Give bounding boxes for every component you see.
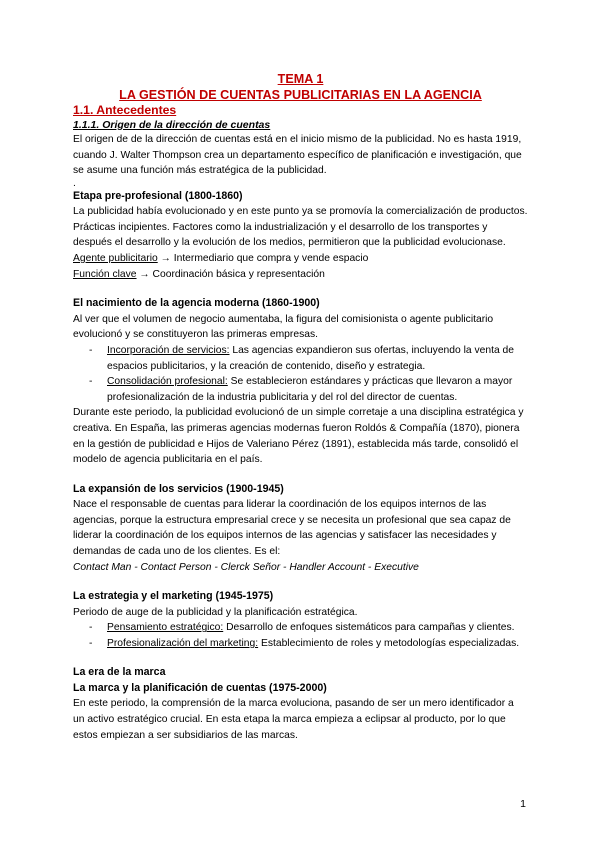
definition-agente — [73, 251, 528, 267]
list-item — [89, 374, 528, 405]
list-item-text: Establecimiento de roles y metodologías especializadas. — [258, 637, 520, 649]
spacer — [73, 575, 528, 589]
list-item — [89, 343, 528, 374]
heading-expansion: La expansión de los servicios (1900-1945) — [73, 482, 284, 495]
paragraph-origen: El origen de de la dirección de cuentas está en el inicio mismo de la publicidad. No es hasta 1919, cuando J. Walter Thompson crea un departamento específico de planificación e investigación, que se asume una función más estratégica de la publicidad. — [73, 134, 522, 177]
heading-marca-planificacion: La marca y la planificación de cuentas (1975-2000) — [73, 681, 327, 694]
document-page — [73, 72, 528, 743]
def-agente: → Intermediario que compra y vende espacio — [157, 253, 369, 265]
paragraph-pre-profesional: La publicidad había evolucionado y en este punto ya se promovía la comercialización de productos. Prácticas incipientes. Factores como la industrialización y el desarrollo de los transportes y después el desarrollo y la evolución de los medios, permitieron que la publicidad evolucionase. — [73, 206, 528, 249]
heading-era-marca: La era de la marca — [73, 666, 166, 679]
term-funcion: Función clave — [73, 268, 137, 280]
heading-antecedentes: 1.1. Antecedentes — [73, 103, 177, 117]
spacer — [73, 468, 528, 482]
list-estrategia — [73, 620, 528, 651]
list-item-term: Profesionalización del marketing: — [107, 637, 259, 649]
heading-agencia-moderna: El nacimiento de la agencia moderna (1860-1900) — [73, 297, 320, 310]
list-item-text: Las agencias expandieron sus ofertas, incluyendo la venta de espacios publicitarios, y la creación de contenido, diseño y estrategia. — [107, 344, 514, 372]
spacer — [73, 651, 528, 665]
paragraph-agencia-moderna: Al ver que el volumen de negocio aumentaba, la figura del comisionista o agente publicitario evolucionó y se constituyeron las primeras empresas. — [73, 313, 494, 341]
list-agencia-moderna — [73, 343, 528, 405]
list-item-term: Incorporación de servicios: — [107, 344, 230, 356]
heading-origen: 1.1.1. Origen de la dirección de cuentas — [73, 119, 271, 131]
spacer — [73, 282, 528, 296]
paragraph-expansion: Nace el responsable de cuentas para liderar la coordinación de los equipos internos de las agencias, porque la estructura empresarial crece y se necesita un profesional que sea capaz de liderar la coordinación de los equipos internos de las agencias y satisfacer las necesidades y demandas de cada uno de los clientes. Es el: — [73, 499, 511, 557]
paragraph-espana: Durante este periodo, la publicidad evolucionó de un simple corretaje a una disciplina estratégica y creativa. En España, las primeras agencias modernas fueron Roldós & Compañía (1870), pionera en la gestión de publicidad e Hijos de Valeriano Pérez (1891), establecida más tarde, consolidó el modelo de agencia publicitaria en el país. — [73, 407, 524, 466]
definition-funcion — [73, 267, 528, 283]
paragraph-estrategia: Periodo de auge de la publicidad y la planificación estratégica. — [73, 606, 358, 618]
list-item-term: Consolidación profesional: — [107, 376, 228, 388]
page-number: 1 — [520, 798, 526, 810]
list-item-text: Se establecieron estándares y prácticas que llevaron a mayor profesionalización de la industria publicitaria y del rol del director de cuentas. — [107, 376, 513, 403]
doc-title-line2: LA GESTIÓN DE CUENTAS PUBLICITARIAS EN LA AGENCIA — [119, 87, 482, 102]
doc-title-line1: TEMA 1 — [277, 72, 324, 86]
list-item — [89, 636, 528, 652]
paragraph-marca: En este periodo, la comprensión de la marca evoluciona, pasando de ser un mero identificador a un activo estratégico crucial. En esta etapa la marca empieza a eclipsar al producto, por lo que estos empiezan a ser subsidiarios de las marcas. — [73, 698, 514, 741]
heading-estrategia: La estrategia y el marketing (1945-1975) — [73, 590, 274, 603]
def-funcion: → Coordinación básica y representación — [136, 268, 325, 280]
heading-pre-profesional: Etapa pre-profesional (1800-1860) — [73, 189, 243, 202]
roles-line: Contact Man - Contact Person - Clerck Señor - Handler Account - Executive — [73, 561, 419, 573]
dot-line: . — [73, 177, 76, 189]
list-item-term: Pensamiento estratégico: — [107, 622, 224, 634]
term-agente: Agente publicitario — [73, 253, 158, 265]
list-item-text: Desarrollo de enfoques sistemáticos para campañas y clientes. — [223, 622, 515, 634]
list-item — [89, 620, 528, 636]
